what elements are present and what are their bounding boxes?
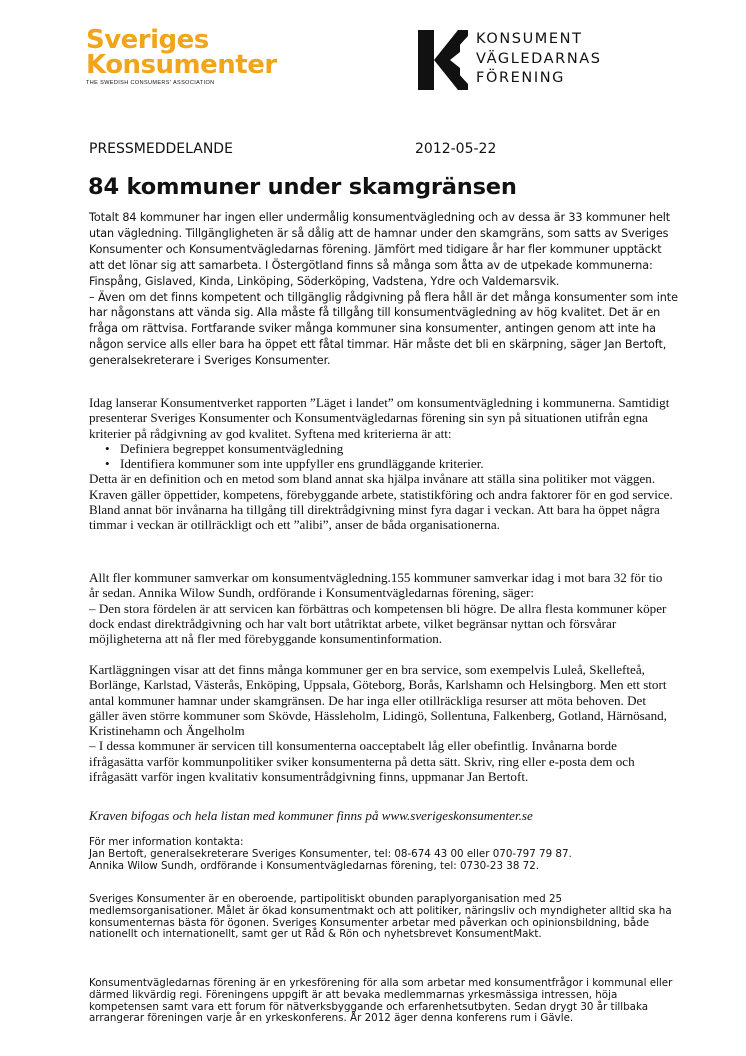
kvf-line-1: KONSUMENT: [476, 31, 583, 47]
criteria-list: [89, 441, 674, 472]
section2-paragraph-2: – Den stora fördelen är att servicen kan förbättras och kompetensen bli högre. De allra flesta kommuner köper dock endast direktrådgivning och har valt bort utåtriktat arbete, vilket begränsar nyttan och försvårar möjligheterna att nå fler med förebyggande konsumentinformation.: [89, 600, 667, 647]
sveriges-konsumenter-logo: [86, 25, 326, 86]
konsumentvagledarnas-forening-logo: [418, 30, 638, 92]
kvf-line-3: FÖRENING: [476, 70, 565, 86]
press-release-label: PRESSMEDDELANDE: [89, 141, 233, 157]
logo-word-konsumenter: Konsumenter: [86, 50, 277, 80]
attachment-note: Kraven bifogas och hela listan med kommuner finns på www.sverigeskonsumenter.se: [89, 808, 533, 823]
kvf-logo-icon: [418, 30, 468, 90]
section2-paragraph-1: Allt fler kommuner samverkar om konsumentvägledning.155 kommuner samverkar idag i mot bara 32 för tio år sedan. Annika Wilow Sundh, ordförande i Konsumentvägledarnas förening, säger:: [89, 570, 663, 601]
list-item: [89, 441, 674, 456]
list-item: [89, 456, 674, 471]
criteria-item-text: Definiera begreppet konsumentvägledning: [120, 440, 344, 456]
kvf-logo-text: [476, 30, 602, 89]
section-report: [89, 395, 674, 533]
press-release-date: 2012-05-22: [415, 141, 497, 157]
section-cooperation: [89, 570, 674, 646]
kvf-line-2: VÄGLEDARNAS: [476, 50, 602, 67]
contact-line-2: Annika Wilow Sundh, ordförande i Konsumentvägledarnas förening, tel: 0730-23 38 72.: [89, 859, 540, 872]
contact-line-1: Jan Bertoft, generalsekreterare Sveriges Konsumenter, tel: 08-674 43 00 eller 070-797 79 87.: [89, 847, 572, 860]
section1-intro: Idag lanserar Konsumentverket rapporten ”Läget i landet” om konsumentvägledning i kommunerna. Samtidigt presenterar Sveriges Konsumenter och Konsumentvägledarnas förening sin syn på situationen utifrån egna kriterier på rådgivning av god kvalitet. Syftena med kriterierna är att:: [89, 395, 670, 441]
about-kvf: Konsumentvägledarnas förening är en yrkesförening för alla som arbetar med konsumentfrågor i kommunal eller därmed likvärdig regi. Föreningens uppgift är att bevaka medlemmarnas yrkesmässiga intressen, höja kompetensen samt vara ett forum för nätverksbyggande och erfarenhetsutbyten. Sedan drygt 30 år tillbaka arrangerar föreningen varje år en yrkeskonferens. År 2012 äger denna konferens rum i Gävle.: [89, 977, 673, 1025]
contact-heading: För mer information kontakta:: [89, 836, 244, 848]
logo-word-sveriges: Sveriges: [86, 25, 209, 55]
contact-section: [89, 837, 679, 872]
logo-tagline: THE SWEDISH CONSUMERS' ASSOCIATION: [86, 80, 215, 86]
criteria-item-text: Identifiera kommuner som inte uppfyller ens grundläggande kriterier.: [120, 456, 484, 472]
section3-paragraph-1: Kartläggningen visar att det finns många kommuner ger en bra service, som exempelvis Luleå, Skellefteå, Borlänge, Karlstad, Västerås, Enköping, Uppsala, Göteborg, Borås, Karlshamn och Helsingborg. Men ett stort antal kommuner hamnar under skamgränsen. De har inga eller otillräckliga resurser att möta behoven. Det gäller även större kommuner som Skövde, Hässleholm, Lidingö, Sollentuna, Falkenberg, Gotland, Härnösand, Kristinehamn och Ängelholm: [89, 662, 667, 739]
lead-paragraph-1: Totalt 84 kommuner har ingen eller undermålig konsumentvägledning och av dessa är 33 kommuner helt utan vägledning. Tillgängligheten är så dålig att de hamnar under den skamgräns, som satts av Sveriges Konsumenter och Konsumentvägledarnas förening. Jämfört med tidigare år har fler kommuner upptäckt att det lönar sig att samarbeta. I Östergötland finns så många som åtta av de utpekade kommunerna: Finspång, Gislaved, Kinda, Linköping, Söderköping, Vadstena, Ydre och Valdemarsvik.: [89, 211, 671, 288]
section3-paragraph-2: – I dessa kommuner är servicen till konsumenterna oacceptabelt låg eller obefintlig. Invånarna borde ifrågasätta varför kommunpolitiker sviker konsumenterna på detta sätt. Skriv, ring eller e-posta dem och ifrågasätt varför ingen kvalitativ konsumentrådgivning finns, uppmanar Jan Bertoft.: [89, 738, 635, 785]
lead-section: [89, 210, 679, 369]
section-survey: [89, 662, 674, 784]
page-title: 84 kommuner under skamgränsen: [88, 174, 517, 200]
about-sveriges-konsumenter: Sveriges Konsumenter är en oberoende, partipolitiskt obunden paraplyorganisation med 25 medlemsorganisationer. Målet är ökad konsumentmakt och att politiker, näringsliv och myndigheter alltid ska ha konsumenternas bästa för ögonen. Sveriges Konsumenter arbetar med påverkan och opinionsbildning, både nationellt och internationellt, samt ger ut Råd & Rön och nyhetsbrevet KonsumentMakt.: [89, 893, 672, 941]
section1-outro: Detta är en definition och en metod som bland annat ska hjälpa invånare att ställa sina politiker mot väggen. Kraven gäller öppettider, kompetens, förebyggande arbete, statistikföring och andra faktorer för en god service. Bland annat bör invånarna ha tillgång till direktrådgivning minst fyra dagar i veckan. Att bara ha öppet några timmar i veckan är otillräckligt och ett ”alibi”, anser de båda organisationerna.: [89, 471, 673, 533]
lead-paragraph-2: – Även om det finns kompetent och tillgänglig rådgivning på flera håll är det många konsumenter som inte har någonstans att vända sig. Alla måste få tillgång till konsumentvägledning av hög kvalitet. Det är en fråga om rättvisa. Fortfarande sviker många kommuner sina konsumenter, antingen genom att inte ha någon service alls eller bara ha öppet ett fåtal timmar. Här måste det bli en skärpning, säger Jan Bertoft, generalsekreterare i Sveriges Konsumenter.: [89, 290, 678, 368]
